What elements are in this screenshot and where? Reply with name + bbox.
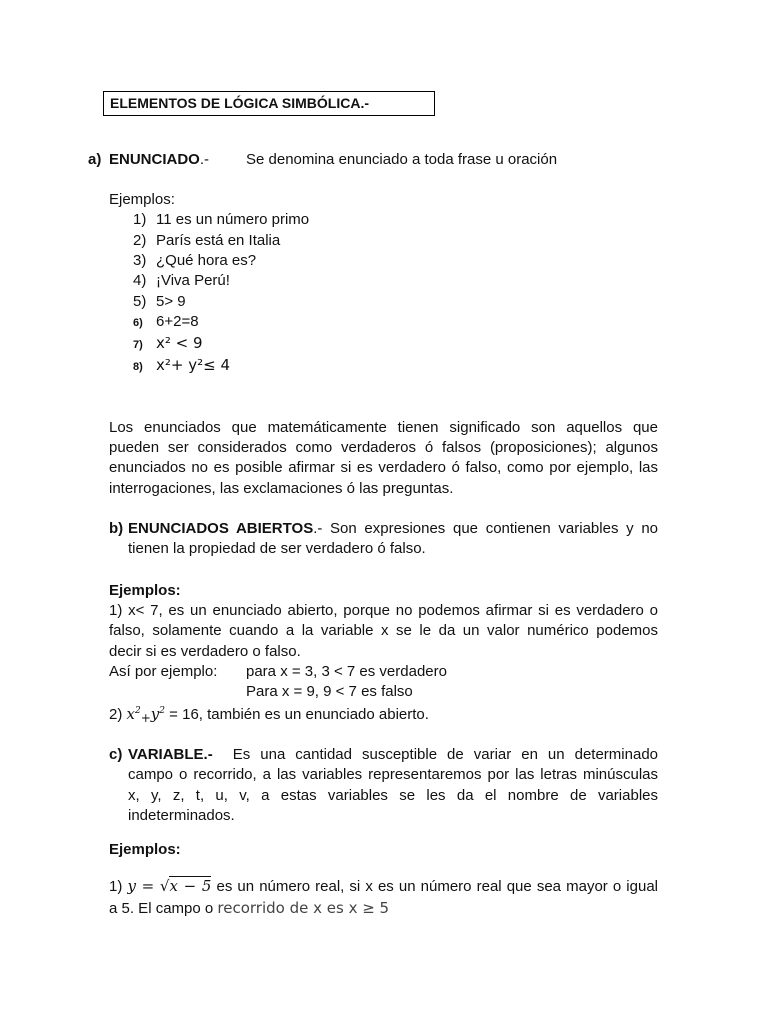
list-item-num: 4) bbox=[133, 272, 147, 289]
section-a-heading-suffix: .- bbox=[199, 151, 210, 168]
section-b-marker: b) bbox=[109, 520, 124, 537]
section-b-line1 bbox=[128, 519, 658, 539]
paragraph-line: indeterminados. bbox=[128, 807, 235, 824]
section-a-marker: a) bbox=[88, 151, 102, 168]
list-item-num: 2) bbox=[133, 232, 147, 249]
list-item: 5> 9 bbox=[156, 293, 186, 310]
section-b-line1-rest: .- Son expresiones que contienen variables y no bbox=[313, 520, 658, 537]
list-item: 6+2=8 bbox=[156, 313, 199, 330]
section-c-line1 bbox=[128, 745, 658, 765]
paragraph-line: interrogaciones, las exclamaciones ó las preguntas. bbox=[109, 480, 454, 497]
section-a-examples-label: Ejemplos: bbox=[109, 191, 175, 208]
list-item-num: 3) bbox=[133, 252, 147, 269]
section-b-examples-label: Ejemplos: bbox=[109, 582, 181, 599]
paragraph-line: campo o recorrido, a las variables representaremos por las letras minúsculas bbox=[128, 766, 658, 783]
paragraph-line: enunciados no es posible afirmar si es verdadero ó falso, como por ejemplo, las bbox=[109, 459, 658, 476]
section-c-line1-rest: Es una cantidad susceptible de variar en un determinado bbox=[232, 746, 658, 763]
example-2-prefix: 2) bbox=[109, 706, 123, 723]
list-item-num: 1) bbox=[133, 211, 147, 228]
example-2-line bbox=[109, 704, 429, 728]
list-item: ¡Viva Perú! bbox=[156, 272, 230, 289]
paragraph-line: x, y, z, t, u, v, a estas variables se les da el nombre de variables bbox=[128, 787, 658, 804]
list-item-math: x²+ y²≤ 4 bbox=[156, 356, 230, 374]
list-item-num: 5) bbox=[133, 293, 147, 310]
list-item: París está en Italia bbox=[156, 232, 281, 249]
section-c-examples-label: Ejemplos: bbox=[109, 841, 181, 858]
paragraph-line: Los enunciados que matemáticamente tienen significado son aquellos que bbox=[109, 419, 658, 436]
section-c-heading: VARIABLE.- bbox=[128, 746, 213, 763]
example-2-formula: $x^2_+y^2$ bbox=[126, 705, 165, 725]
list-item-num: 7) bbox=[133, 339, 143, 351]
list-item-num: 8) bbox=[133, 361, 143, 373]
paragraph-line: 1) x< 7, es un enunciado abierto, porque no podemos afirmar si es verdadero o bbox=[109, 602, 658, 619]
case-line: para x = 3, 3 < 7 es verdadero bbox=[246, 663, 447, 680]
paragraph-line: pueden ser considerados como verdaderos ó falsos (proposiciones); algunos bbox=[109, 439, 658, 456]
list-item-num: 6) bbox=[133, 317, 143, 329]
list-item: ¿Qué hora es? bbox=[156, 252, 257, 269]
section-c-example-1-line2 bbox=[109, 898, 389, 919]
section-c-example-1-line bbox=[109, 876, 658, 897]
section-b-line2: tienen la propiedad de ser verdadero ó falso. bbox=[128, 540, 426, 557]
paragraph-line: falso, solamente cuando a la variable x se le da un valor numérico podemos bbox=[109, 622, 658, 639]
section-b-heading: ENUNCIADOS ABIERTOS bbox=[128, 520, 314, 537]
example-2-rest: = 16, también es un enunciado abierto. bbox=[169, 706, 429, 723]
section-a-definition: Se denomina enunciado a toda frase u oración bbox=[246, 151, 558, 168]
section-a-heading-bold: ENUNCIADO bbox=[109, 151, 200, 168]
example-1-formula: y = √x − 5 bbox=[127, 877, 212, 895]
list-item: 11 es un número primo bbox=[156, 211, 310, 228]
example-1-prefix: 1) bbox=[109, 878, 123, 895]
example-1-line2-a: a 5. El campo o bbox=[109, 900, 214, 917]
example-1-rest: es un número real, si x es un número real que sea mayor o igual bbox=[216, 878, 659, 895]
example-1-line2-b: recorrido de x es x ≥ 5 bbox=[217, 899, 390, 917]
list-item-math: x² < 9 bbox=[156, 334, 203, 352]
asi-label: Así por ejemplo: bbox=[109, 663, 218, 680]
section-c-marker: c) bbox=[109, 746, 123, 763]
section-a-heading bbox=[109, 150, 209, 170]
case-line: Para x = 9, 9 < 7 es falso bbox=[246, 683, 413, 700]
document-title: ELEMENTOS DE LÓGICA SIMBÓLICA.- bbox=[103, 91, 435, 116]
paragraph-line: decir si es verdadero o falso. bbox=[109, 643, 301, 660]
